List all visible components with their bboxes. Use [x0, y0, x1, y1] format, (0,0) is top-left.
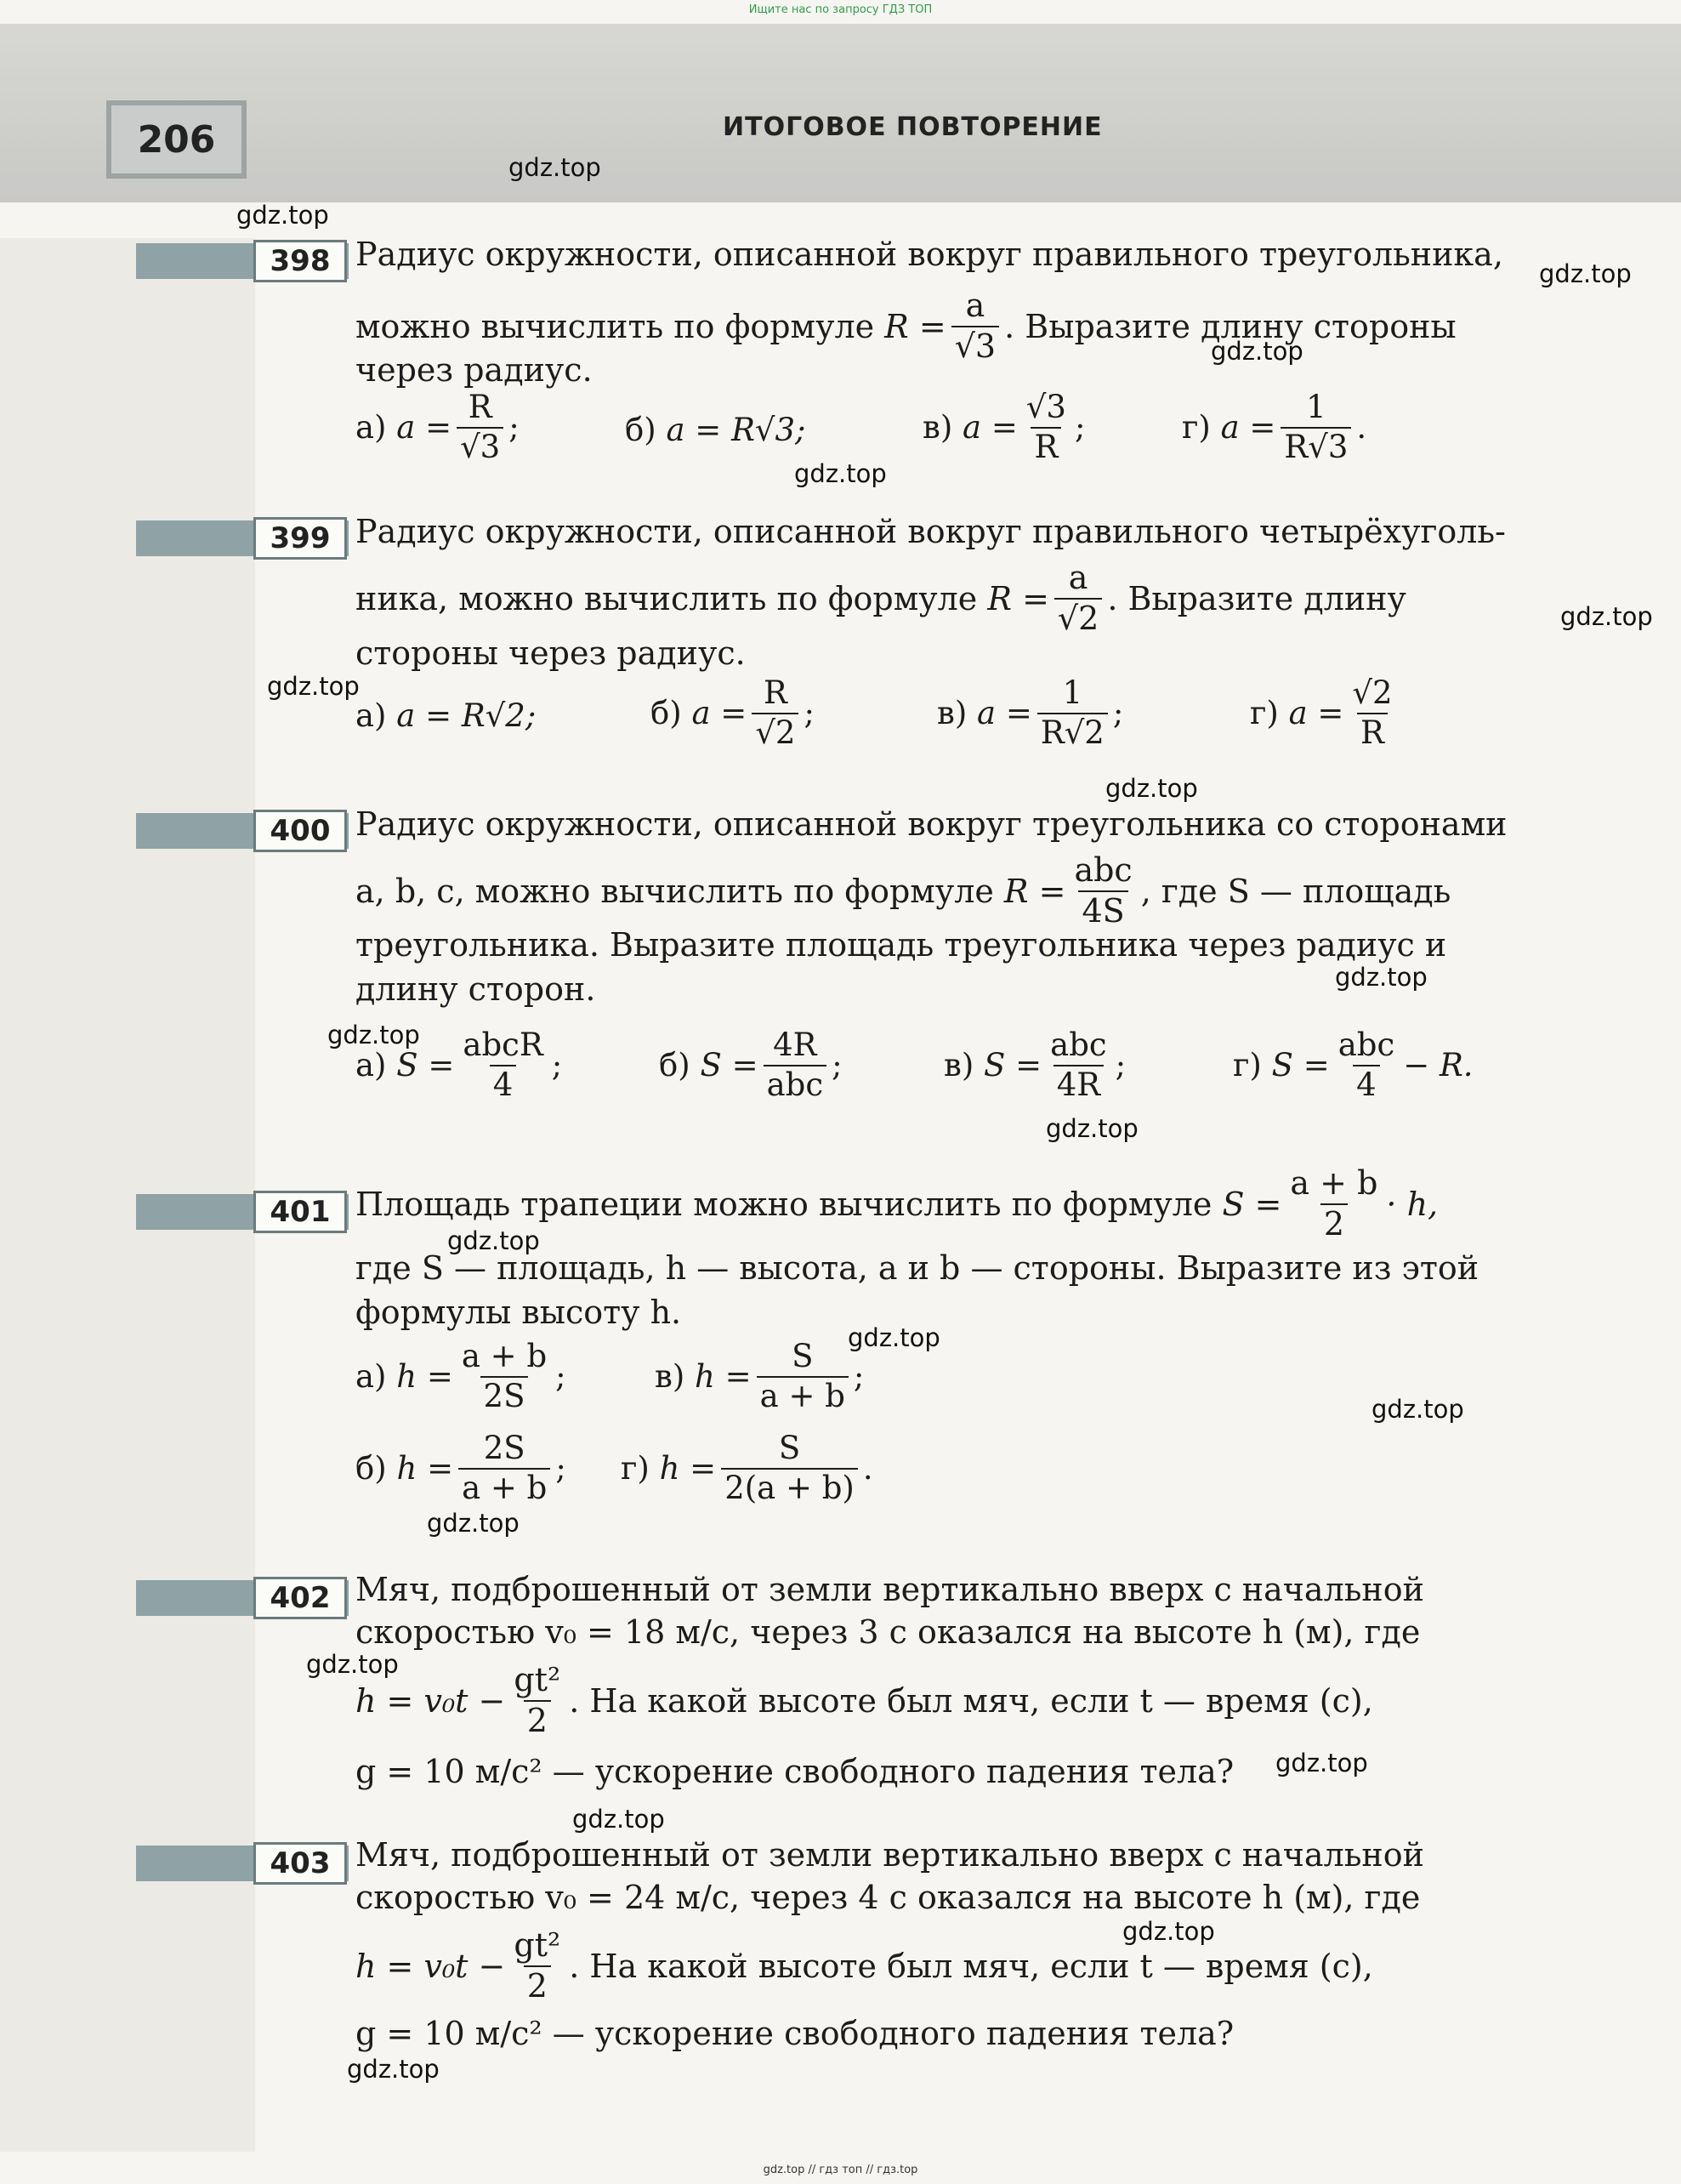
problem-text-line: скоростью v₀ = 18 м/с, через 3 с оказался на высоте h (м), где	[355, 1613, 1421, 1651]
watermark: gdz.top	[1335, 963, 1428, 992]
fraction-numerator: S	[778, 1430, 801, 1466]
formula-lhs: S =	[1222, 1185, 1282, 1223]
watermark: gdz.top	[794, 459, 887, 488]
problem-number: 400	[253, 810, 347, 852]
answer-fraction	[721, 1432, 858, 1505]
formula-lhs: h = v₀t −	[355, 1947, 506, 1985]
answer-label: г)	[621, 1450, 650, 1487]
answer-option	[650, 674, 815, 751]
answer-tail: ;	[551, 1047, 563, 1084]
fraction-numerator: gt²	[514, 1661, 561, 1698]
watermark: gdz.top	[306, 1650, 399, 1679]
problem-text-line: через радиус.	[355, 351, 593, 389]
answer-fraction	[1281, 391, 1351, 464]
fraction-denominator: 4S	[1078, 890, 1127, 929]
page-number: 206	[106, 100, 247, 179]
fraction-denominator: √2	[1054, 598, 1102, 636]
formula-lhs: R =	[987, 579, 1049, 617]
fraction-numerator: √2	[1352, 674, 1393, 711]
answer-tail: ;	[555, 1358, 566, 1396]
problem-text-line	[355, 1661, 1495, 1739]
text-fragment: ника, можно вычислить по формуле	[355, 579, 978, 617]
footer-note: gdz.top // гдз топ // гдз.top	[763, 2164, 918, 2176]
answer-option	[1250, 674, 1401, 751]
problem-number: 403	[253, 1842, 347, 1885]
answer-tail: ;	[1115, 1047, 1127, 1084]
text-fragment: · h,	[1386, 1185, 1439, 1223]
formula-fraction	[1071, 851, 1135, 930]
answer-option	[621, 1432, 873, 1505]
answer-lhs: a =	[963, 409, 1018, 446]
answer-lhs: a =	[396, 409, 452, 446]
answer-expression: a = R√3;	[666, 412, 806, 448]
answer-label: а)	[355, 409, 387, 446]
answer-option	[923, 391, 1085, 464]
problem-text-line: Мяч, подброшенный от земли вертикально вверх с начальной	[355, 1571, 1424, 1608]
chapter-title: ИТОГОВОЕ ПОВТОРЕНИЕ	[723, 112, 1103, 142]
answer-lhs: h =	[396, 1450, 454, 1487]
problem-text-line	[355, 851, 1495, 930]
problem-text-line: g = 10 м/с² — ускорение свободного падения тела?	[355, 1753, 1235, 1790]
answer-tail: .	[1356, 409, 1367, 446]
fraction-denominator: 2	[524, 1700, 551, 1738]
answer-lhs: h =	[396, 1358, 453, 1396]
fraction-numerator: 4R	[773, 1027, 817, 1063]
answer-fraction	[764, 1029, 826, 1102]
answer-label: в)	[937, 695, 968, 732]
watermark: gdz.top	[1122, 1917, 1215, 1946]
fraction-denominator: 4R	[1053, 1065, 1104, 1102]
fraction-numerator: 2S	[483, 1430, 525, 1466]
watermark: gdz.top	[572, 1805, 665, 1834]
formula-fraction	[510, 1926, 564, 2005]
problem-text-line: Радиус окружности, описанной вокруг правильного четырёхуголь-	[355, 513, 1506, 550]
watermark: gdz.top	[508, 153, 601, 182]
answer-fraction	[757, 1340, 849, 1413]
answer-option	[944, 1029, 1126, 1102]
answer-lhs: S =	[1271, 1047, 1330, 1084]
answer-label: в)	[655, 1358, 685, 1396]
problem-text-line: где S — площадь, h — высота, a и b — стороны. Выразите из этой	[355, 1249, 1479, 1287]
fraction-numerator: a + b	[461, 1338, 548, 1374]
answer-lhs: h =	[695, 1358, 752, 1396]
fraction-denominator: 2	[1320, 1203, 1348, 1242]
fraction-denominator: 2(a + b)	[721, 1468, 858, 1505]
answer-label: б)	[355, 1450, 387, 1487]
problem-text-line: стороны через радиус.	[355, 634, 746, 672]
text-fragment: . На какой высоте был мяч, если t — время (с),	[569, 1681, 1373, 1720]
answer-option	[1182, 391, 1366, 464]
watermark: gdz.top	[327, 1021, 420, 1049]
problem-text-line: Радиус окружности, описанной вокруг правильного треугольника,	[355, 236, 1503, 273]
answer-tail: − R.	[1403, 1047, 1474, 1084]
fraction-numerator: R	[763, 674, 787, 711]
text-fragment: Площадь трапеции можно вычислить по формуле	[355, 1185, 1212, 1223]
fraction-denominator: √2	[752, 713, 798, 750]
answer-label: в)	[944, 1047, 974, 1084]
answer-tail: ;	[804, 695, 815, 732]
fraction-numerator: R	[468, 389, 492, 425]
fraction-denominator: 2S	[480, 1376, 529, 1413]
answer-fraction	[752, 674, 798, 751]
watermark: gdz.top	[1275, 1749, 1368, 1777]
answer-tail: ;	[555, 1450, 566, 1487]
fraction-denominator: a + b	[757, 1376, 849, 1413]
answer-label: а)	[355, 697, 387, 734]
answer-fraction	[1335, 1029, 1398, 1102]
formula-fraction	[1054, 561, 1102, 636]
fraction-numerator: a	[965, 287, 985, 324]
answer-fraction	[459, 1029, 546, 1102]
answer-lhs: S =	[700, 1047, 758, 1084]
answer-tail: ;	[1112, 695, 1124, 732]
fraction-denominator: √3	[457, 427, 503, 464]
formula-tail: .	[1107, 579, 1118, 617]
watermark: gdz.top	[427, 1509, 520, 1538]
fraction-numerator: √3	[1025, 389, 1066, 425]
answer-lhs: h =	[659, 1450, 717, 1487]
problem-text-line	[355, 561, 1495, 636]
text-fragment: a, b, c, можно вычислить по формуле	[355, 872, 994, 910]
fraction-denominator: a + b	[458, 1468, 550, 1505]
problem-number: 399	[253, 517, 347, 560]
answer-option	[355, 1432, 566, 1505]
fraction-numerator: a + b	[1290, 1164, 1378, 1202]
watermark: gdz.top	[1539, 259, 1632, 288]
watermark: gdz.top	[267, 672, 360, 701]
answer-label: б)	[625, 412, 656, 448]
fraction-denominator: R√3	[1281, 427, 1351, 464]
top-note: Ищите нас по запросу ГДЗ ТОП	[748, 3, 933, 16]
answer-label: а)	[355, 1358, 387, 1396]
answer-option	[355, 697, 536, 734]
answer-option	[625, 412, 806, 448]
answer-fraction	[458, 1340, 550, 1413]
fraction-denominator: R	[1357, 713, 1388, 750]
answer-lhs: a =	[1288, 695, 1344, 732]
answer-option	[659, 1029, 843, 1102]
answer-label: в)	[923, 409, 953, 446]
text-fragment: Выразите длину	[1127, 579, 1406, 617]
problem-number: 402	[253, 1577, 347, 1619]
answer-tail: ;	[853, 1358, 865, 1396]
text-fragment: Выразите длину стороны	[1025, 307, 1457, 345]
fraction-denominator: R√2	[1037, 713, 1108, 750]
problem-text-line: треугольника. Выразите площадь треугольника через радиус и	[355, 926, 1447, 964]
answer-fraction	[457, 391, 503, 464]
fraction-denominator: 2	[524, 1965, 551, 2004]
text-fragment: можно вычислить по формуле	[355, 307, 875, 345]
problem-text-line: Радиус окружности, описанной вокруг треугольника со сторонами	[355, 805, 1508, 843]
problem-text-line: g = 10 м/с² — ускорение свободного падения тела?	[355, 2015, 1235, 2052]
answer-option	[1233, 1029, 1474, 1102]
formula-lhs: R =	[884, 307, 946, 345]
answer-lhs: a =	[977, 695, 1032, 732]
answer-label: г)	[1233, 1047, 1262, 1084]
answer-fraction	[1349, 674, 1395, 751]
answer-lhs: a =	[1220, 409, 1276, 446]
answer-option	[655, 1340, 864, 1413]
fraction-numerator: gt²	[514, 1926, 561, 1964]
answer-option	[937, 674, 1124, 751]
watermark: gdz.top	[1560, 602, 1653, 631]
fraction-numerator: 1	[1062, 674, 1083, 711]
problem-text-line: Мяч, подброшенный от земли вертикально вверх с начальной	[355, 1836, 1424, 1874]
formula-tail: .	[1004, 307, 1015, 345]
answer-fraction	[1047, 1029, 1110, 1102]
answer-tail: .	[862, 1450, 873, 1487]
fraction-numerator: abc	[1050, 1027, 1107, 1063]
fraction-numerator: abc	[1074, 851, 1133, 889]
answer-expression: a = R√2;	[396, 697, 537, 734]
text-fragment: . На какой высоте был мяч, если t — время (с),	[569, 1947, 1373, 1985]
watermark: gdz.top	[347, 2055, 440, 2084]
watermark: gdz.top	[447, 1226, 540, 1255]
fraction-numerator: abc	[1337, 1027, 1395, 1063]
answer-fraction	[1023, 391, 1070, 464]
watermark: gdz.top	[1105, 774, 1198, 803]
fraction-denominator: √3	[951, 326, 999, 364]
fraction-numerator: S	[792, 1338, 814, 1374]
answer-fraction	[1037, 674, 1108, 751]
problem-text-line: длину сторон.	[355, 970, 596, 1008]
formula-lhs: h = v₀t −	[355, 1681, 506, 1720]
fraction-denominator: abc	[764, 1065, 826, 1102]
problem-number: 398	[253, 240, 347, 282]
fraction-denominator: R	[1031, 427, 1061, 464]
watermark: gdz.top	[848, 1323, 940, 1352]
answer-option	[355, 1340, 566, 1413]
problem-number: 401	[253, 1191, 347, 1233]
problem-text-line: формулы высоту h.	[355, 1294, 682, 1331]
answer-lhs: a =	[691, 695, 747, 732]
fraction-denominator: 4	[1353, 1065, 1380, 1102]
answer-fraction	[458, 1432, 550, 1505]
answer-option	[355, 391, 520, 464]
text-fragment: , где S — площадь	[1140, 872, 1451, 910]
watermark: gdz.top	[1211, 337, 1303, 366]
fraction-numerator: a	[1068, 559, 1088, 596]
formula-fraction	[510, 1661, 564, 1739]
formula-fraction	[1286, 1164, 1381, 1243]
answer-tail: ;	[832, 1047, 843, 1084]
problem-text-line	[355, 1926, 1495, 2005]
answer-label: б)	[659, 1047, 690, 1084]
answer-label: а)	[355, 1047, 387, 1084]
answer-lhs: S =	[396, 1047, 455, 1084]
watermark: gdz.top	[1371, 1395, 1464, 1424]
watermark: gdz.top	[1046, 1114, 1139, 1143]
problem-text-line: скоростью v₀ = 24 м/с, через 4 с оказался на высоте h (м), где	[355, 1879, 1421, 1916]
answer-tail: ;	[1074, 409, 1086, 446]
fraction-numerator: abcR	[463, 1027, 543, 1063]
watermark: gdz.top	[236, 201, 329, 230]
answer-label: г)	[1182, 409, 1211, 446]
fraction-denominator: 4	[490, 1065, 517, 1102]
answer-lhs: S =	[984, 1047, 1042, 1084]
formula-lhs: R =	[1003, 872, 1066, 910]
answer-label: б)	[650, 695, 682, 732]
fraction-numerator: 1	[1306, 389, 1326, 425]
answer-label: г)	[1250, 695, 1279, 732]
answer-tail: ;	[508, 409, 520, 446]
